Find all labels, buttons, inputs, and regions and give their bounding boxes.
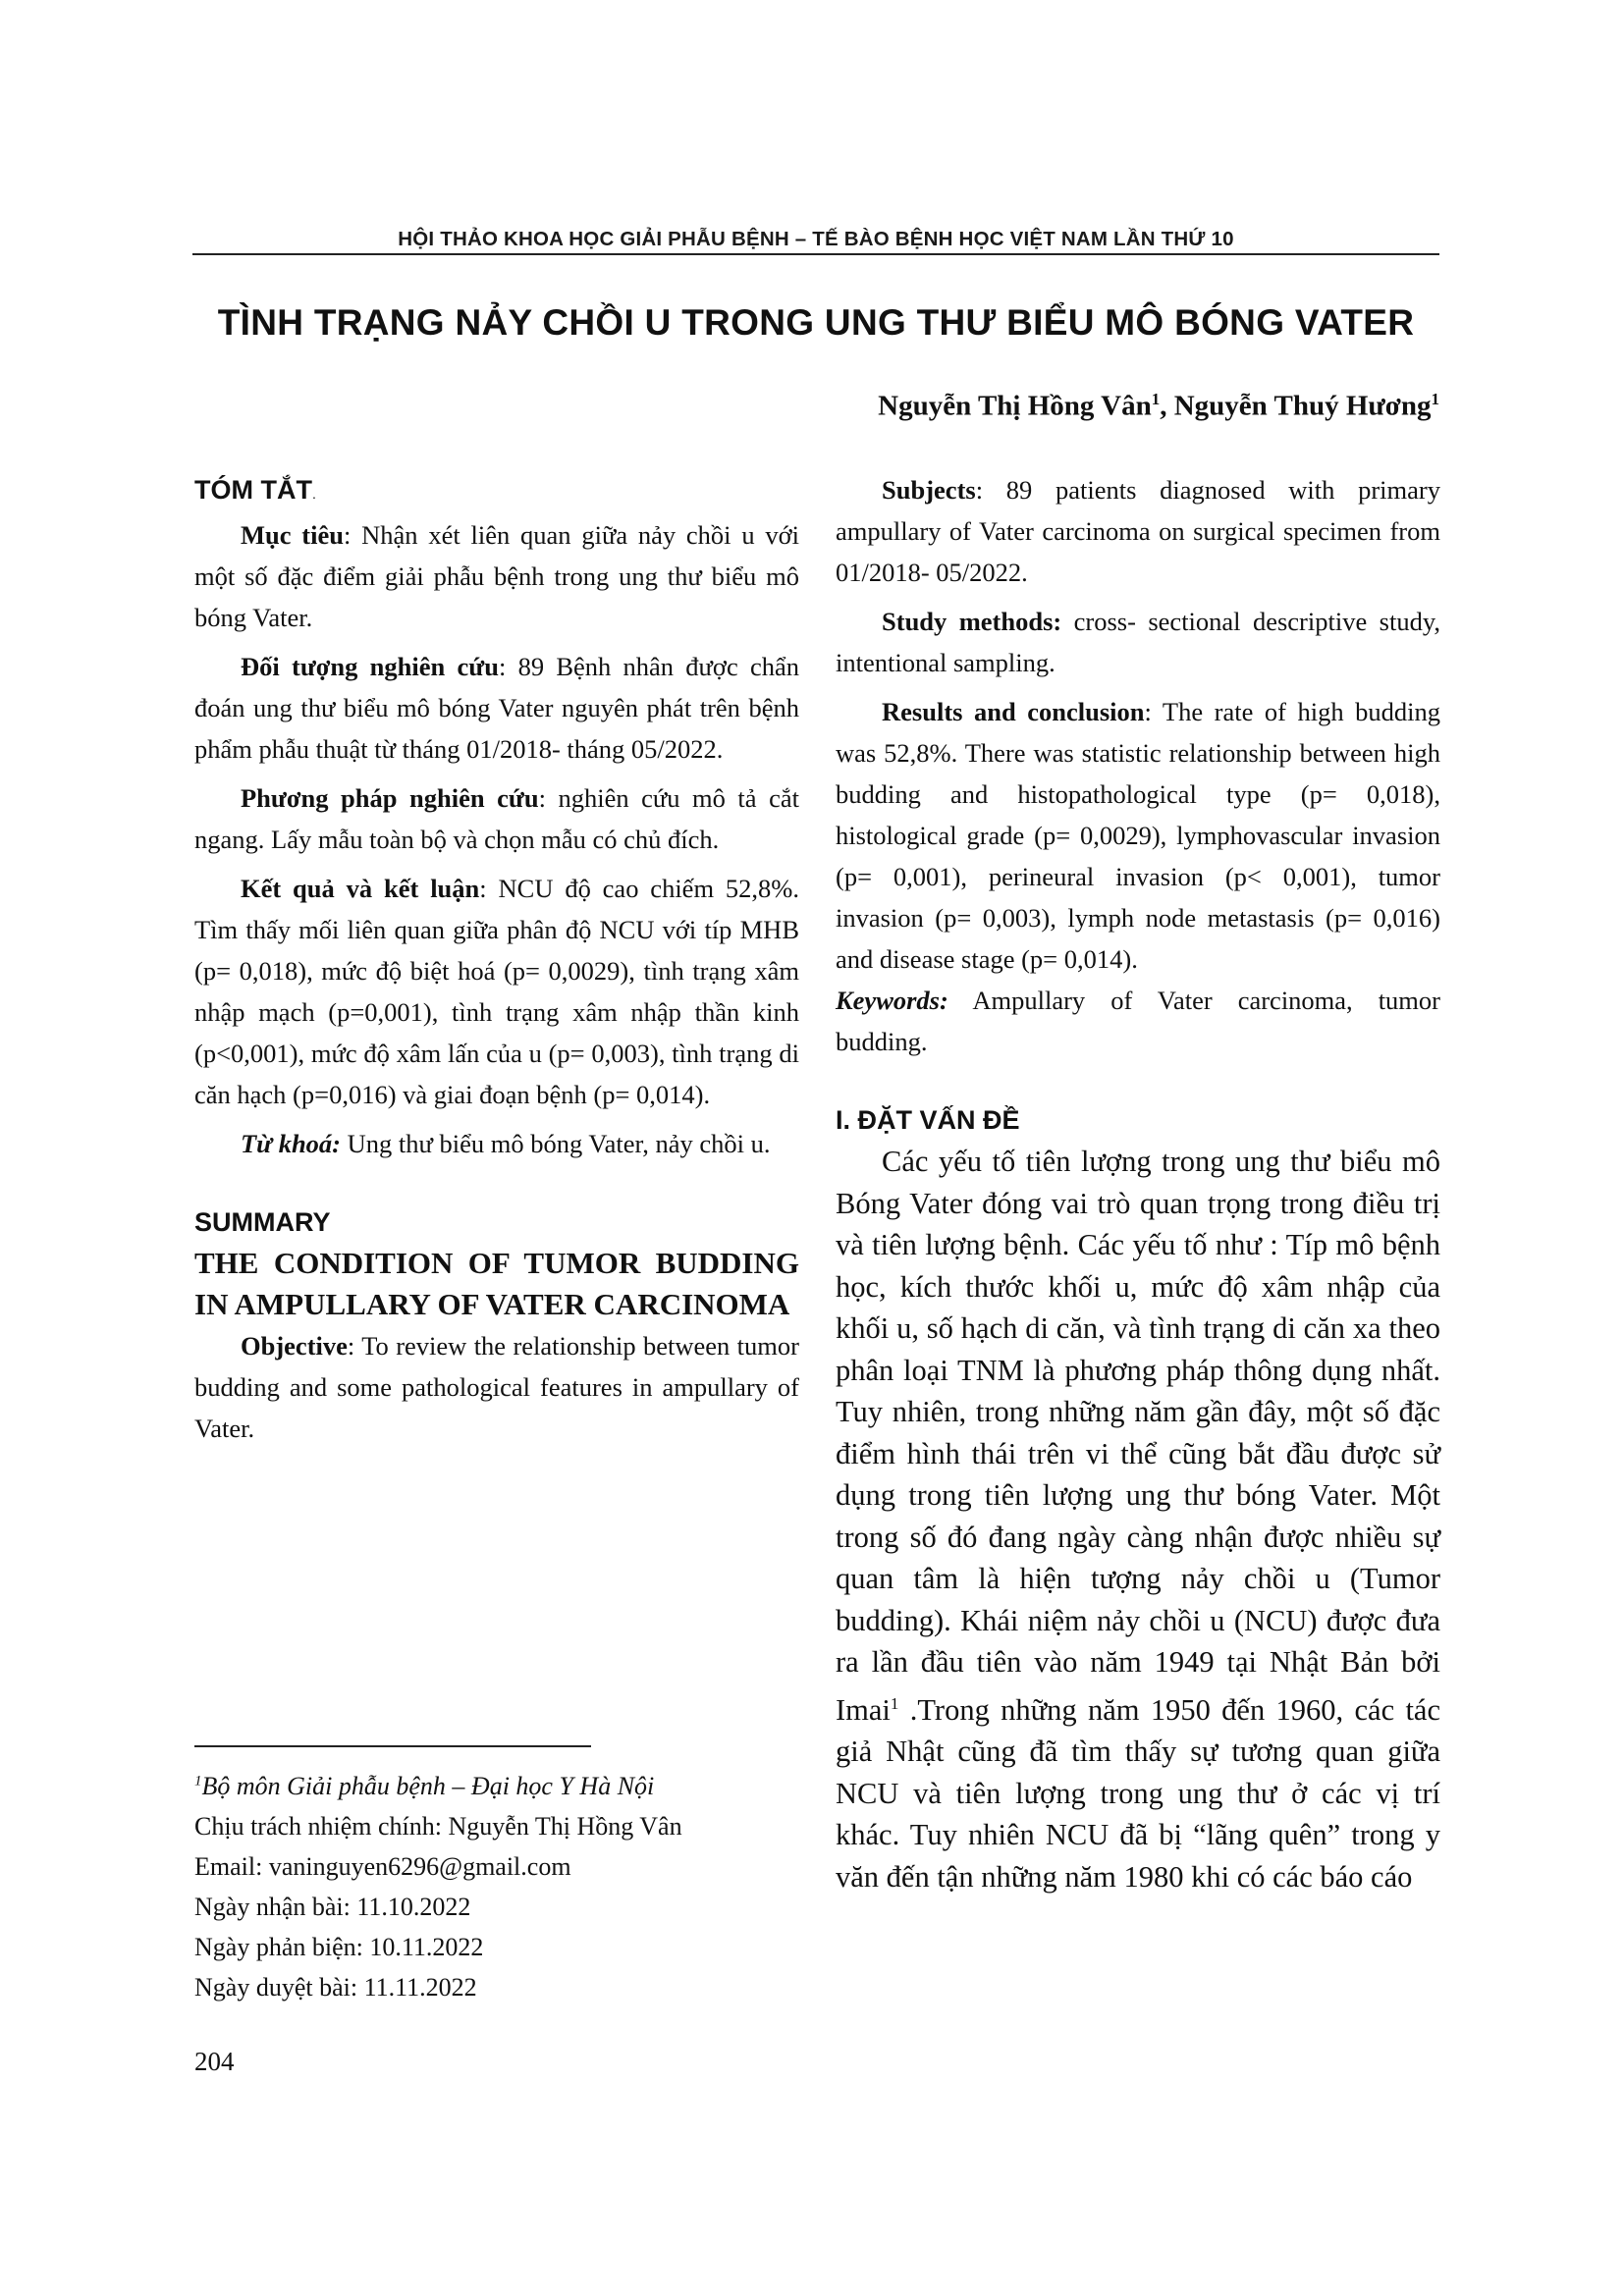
author-separator: , [1160, 390, 1174, 422]
summary-title: THE CONDITION OF TUMOR BUDDING IN AMPULLARY OF VATER CARCINOMA [194, 1246, 799, 1321]
footnote-reviewed: Ngày phản biện: 10.11.2022 [194, 1932, 484, 1961]
footnotes [194, 1761, 799, 2007]
en-keywords: Keywords: Ampullary of Vater carcinoma, tumor budding. [836, 986, 1440, 1056]
en-methods: Study methods: cross- sectional descriptive study, intentional sampling. [836, 607, 1440, 677]
vi-abstract-heading: TÓM TẮT. [194, 475, 316, 505]
author-1: Nguyễn Thị Hồng Vân [878, 390, 1152, 422]
vi-keywords: Từ khoá: Ung thư biểu mô bóng Vater, nảy chồi u. [241, 1129, 771, 1158]
summary-heading: SUMMARY [194, 1207, 331, 1237]
footnote-responsible: Chịu trách nhiệm chính: Nguyễn Thị Hồng Vân [194, 1811, 682, 1841]
author-2: Nguyễn Thuý Hương [1173, 390, 1432, 422]
footnote-received: Ngày nhận bài: 11.10.2022 [194, 1892, 471, 1921]
footnote-rule [194, 1745, 591, 1747]
section-1-paragraph: Các yếu tố tiên lượng trong ung thư biểu mô Bóng Vater đóng vai trò quan trọng trong điều trị và tiên lượng bệnh. Các yếu tố như : Típ mô bệnh học, kích thước khối u, mức độ xâm nhập của khối u, số hạch di căn, và tình trạng di căn xa theo phân loại TNM là phương pháp thông dụng nhất. Tuy nhiên, trong những năm gần đây, một số đặc điểm hình thái trên vi thể cũng bắt đầu được sử dụng trong tiên lượng ung thư bóng Vater. Một trong số đó đang ngày càng nhận được nhiều sự quan tâm là hiện tượng nảy chồi u (Tumor budding). Khái niệm nảy chồi u (NCU) được đưa ra lần đầu tiên vào năm 1949 tại Nhật Bản bởi Imai$^1$ .Trong những năm 1950 đến 1960, các tác giả Nhật cũng đã tìm thấy sự tương quan giữa NCU và tiên lượng trong ung thư ở các vị trí khác. Tuy nhiên NCU đã bị “lãng quên” trong y văn đến tận những năm 1980 khi có các báo cáo [836, 1145, 1440, 1894]
vi-methods: Phương pháp nghiên cứu: nghiên cứu mô tả cắt ngang. Lấy mẫu toàn bộ và chọn mẫu có chủ đích. [194, 783, 799, 854]
footnote-accepted: Ngày duyệt bài: 11.11.2022 [194, 1972, 477, 2002]
vi-objective: Mục tiêu: Nhận xét liên quan giữa nảy chồi u với một số đặc điểm giải phẫu bệnh trong ung thư biểu mô bóng Vater. [194, 520, 800, 632]
vi-subjects: Đối tượng nghiên cứu: 89 Bệnh nhân được chẩn đoán ung thư biểu mô bóng Vater nguyên phát trên bệnh phẩm phẫu thuật từ tháng 01/2018- tháng 05/2022. [194, 652, 799, 764]
author-1-affiliation: 1 [1151, 390, 1161, 408]
left-column [194, 469, 799, 1449]
header-rule [192, 253, 1439, 255]
running-header: HỘI THẢO KHOA HỌC GIẢI PHẪU BỆNH – TẾ BÀO BỆNH HỌC VIỆT NAM LẦN THỨ 10 [398, 228, 1234, 250]
page-number: 204 [194, 2047, 235, 2076]
right-column [836, 469, 1440, 1897]
en-subjects: Subjects: 89 patients diagnosed with primary ampullary of Vater carcinoma on surgical specimen from 01/2018- 05/2022. [836, 475, 1440, 587]
footnote-email: Email: vaninguyen6296@gmail.com [194, 1851, 571, 1881]
en-results: Results and conclusion: The rate of high budding was 52,8%. There was statistic relationship between high budding and histopathological type (p= 0,018), histological grade (p= 0,0029), lymphovascular invasion (p= 0,001), perineural invasion (p< 0,001), tumor invasion (p= 0,003), lymph node metastasis (p= 0,016) and disease stage (p= 0,014). [836, 697, 1440, 974]
paper-title: TÌNH TRẠNG NẢY CHỒI U TRONG UNG THƯ BIỂU MÔ BÓNG VATER [217, 302, 1415, 343]
authors [878, 390, 1439, 423]
vi-results: Kết quả và kết luận: NCU độ cao chiếm 52,8%. Tìm thấy mối liên quan giữa phân độ NCU với típ MHB (p= 0,018), mức độ biệt hoá (p= 0,0029), tình trạng xâm nhập mạch (p=0,001), tình trạng xâm nhập thần kinh (p<0,001), mức độ xâm lấn của u (p= 0,003), tình trạng di căn hạch (p=0,016) và giai đoạn bệnh (p= 0,014). [194, 874, 799, 1109]
section-1-heading: I. ĐẶT VẤN ĐỀ [836, 1105, 1020, 1135]
en-objective: Objective: To review the relationship between tumor budding and some pathological features in ampullary of Vater. [194, 1331, 799, 1443]
footnote-affiliation: $^1$Bộ môn Giải phẫu bệnh – Đại học Y Hà Nội [194, 1771, 655, 1800]
author-2-affiliation: 1 [1431, 390, 1439, 408]
